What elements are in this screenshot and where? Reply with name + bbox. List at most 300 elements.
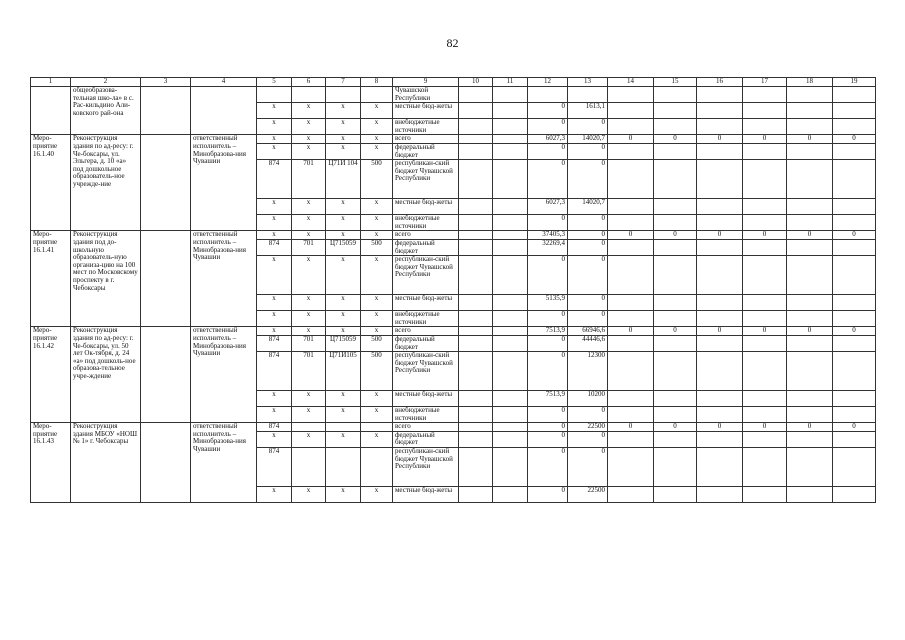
col18-value-cell (787, 487, 833, 503)
col10-cell (459, 160, 493, 199)
col18-value-cell (787, 103, 833, 119)
event-code-cell (31, 87, 71, 135)
col17-value-cell (743, 335, 787, 351)
col19-value-cell (833, 295, 876, 311)
kbk-grbs-cell: 874 (257, 239, 292, 255)
col14-value-cell (608, 215, 654, 231)
col10-cell (459, 256, 493, 295)
col14-value-cell (608, 199, 654, 215)
col16-value-cell (697, 239, 743, 255)
kbk-section-cell: x (292, 431, 326, 447)
source-cell: всего (393, 327, 459, 336)
kbk-section-cell: x (292, 487, 326, 503)
col15-value-cell (654, 256, 697, 295)
event-code-cell: Меро-приятие 16.1.41 (31, 231, 71, 327)
col18-value-cell (787, 431, 833, 447)
source-cell: всего (393, 231, 459, 240)
col13-value-cell: 0 (568, 143, 608, 159)
kbk-grbs-cell: x (257, 256, 292, 295)
kbk-expense-cell: 500 (361, 352, 393, 391)
col18-value-cell (787, 199, 833, 215)
kbk-grbs-cell: 874 (257, 423, 292, 432)
header-cell: 9 (393, 78, 459, 87)
col13-value-cell: 22500 (568, 487, 608, 503)
col14-value-cell: 0 (608, 135, 654, 144)
col14-value-cell: 0 (608, 231, 654, 240)
col10-cell (459, 135, 493, 144)
source-cell: всего (393, 423, 459, 432)
col17-value-cell (743, 487, 787, 503)
col19-value-cell (833, 160, 876, 199)
col10-cell (459, 87, 493, 103)
col17-value-cell (743, 431, 787, 447)
col16-value-cell (697, 335, 743, 351)
col19-value-cell (833, 448, 876, 487)
col13-value-cell: 0 (568, 256, 608, 295)
col17-value-cell (743, 215, 787, 231)
col18-value-cell (787, 119, 833, 135)
col19-value-cell (833, 407, 876, 423)
col13-value-cell (568, 87, 608, 103)
col19-value-cell: 0 (833, 135, 876, 144)
table-row (31, 87, 876, 103)
header-cell: 10 (459, 78, 493, 87)
col13-value-cell: 44446,6 (568, 335, 608, 351)
col10-cell (459, 215, 493, 231)
col18-value-cell (787, 295, 833, 311)
header-cell: 6 (292, 78, 326, 87)
kbk-section-cell: x (292, 135, 326, 144)
col10-cell (459, 239, 493, 255)
col15-value-cell (654, 103, 697, 119)
kbk-section-cell: 701 (292, 352, 326, 391)
col17-value-cell (743, 103, 787, 119)
col17-value-cell (743, 256, 787, 295)
col15-value-cell: 0 (654, 135, 697, 144)
col15-value-cell (654, 431, 697, 447)
kbk-section-cell: x (292, 231, 326, 240)
col18-value-cell (787, 311, 833, 327)
col13-value-cell: 10200 (568, 391, 608, 407)
col17-value-cell (743, 407, 787, 423)
col11-cell (493, 448, 528, 487)
col11-cell (493, 352, 528, 391)
kbk-target-cell: x (326, 215, 361, 231)
col16-value-cell: 0 (697, 327, 743, 336)
col11-cell (493, 295, 528, 311)
col11-cell (493, 199, 528, 215)
col13-value-cell: 0 (568, 431, 608, 447)
header-cell: 12 (528, 78, 568, 87)
col12-value-cell: 0 (528, 487, 568, 503)
header-cell: 19 (833, 78, 876, 87)
kbk-expense-cell (361, 448, 393, 487)
col18-value-cell (787, 352, 833, 391)
col18-value-cell (787, 239, 833, 255)
kbk-expense-cell: x (361, 311, 393, 327)
col12-value-cell: 32269,4 (528, 239, 568, 255)
col16-value-cell (697, 215, 743, 231)
source-cell: республикан-ский бюджет Чувашской Республики (393, 160, 459, 199)
col16-value-cell (697, 119, 743, 135)
col15-value-cell (654, 448, 697, 487)
col16-value-cell (697, 160, 743, 199)
col11-cell (493, 119, 528, 135)
kbk-grbs-cell: x (257, 119, 292, 135)
kbk-grbs-cell: x (257, 311, 292, 327)
kbk-target-cell: Ц71И 104 (326, 160, 361, 199)
col14-value-cell (608, 87, 654, 103)
source-cell: федеральный бюджет (393, 335, 459, 351)
kbk-expense-cell: x (361, 295, 393, 311)
header-cell: 14 (608, 78, 654, 87)
col15-value-cell (654, 407, 697, 423)
col10-cell (459, 231, 493, 240)
col14-value-cell (608, 160, 654, 199)
col10-cell (459, 352, 493, 391)
col14-value-cell (608, 295, 654, 311)
col15-value-cell (654, 119, 697, 135)
kbk-expense-cell: x (361, 215, 393, 231)
kbk-target-cell: x (326, 327, 361, 336)
kbk-target-cell: x (326, 311, 361, 327)
col19-value-cell (833, 256, 876, 295)
col10-cell (459, 335, 493, 351)
col17-value-cell (743, 391, 787, 407)
col10-cell (459, 431, 493, 447)
col18-value-cell (787, 87, 833, 103)
kbk-target-cell: Ц71И105 (326, 352, 361, 391)
kbk-grbs-cell: x (257, 295, 292, 311)
col15-value-cell (654, 87, 697, 103)
col16-value-cell (697, 448, 743, 487)
kbk-grbs-cell: x (257, 135, 292, 144)
kbk-section-cell: x (292, 119, 326, 135)
col13-value-cell: 0 (568, 295, 608, 311)
source-cell: федеральный бюджет (393, 239, 459, 255)
col12-value-cell: 0 (528, 448, 568, 487)
source-cell: внебюджетные источники (393, 215, 459, 231)
event-name-cell: Реконструкция здания по ад-ресу: г. Че-боксары, ул. 50 лет Ок-тября, д. 24 «а» под дошколь-ное образова-тельное учре-ждение (71, 327, 141, 423)
col13-value-cell: 14020,7 (568, 199, 608, 215)
col12-value-cell: 7513,9 (528, 327, 568, 336)
kbk-target-cell: x (326, 119, 361, 135)
source-cell: республикан-ский бюджет Чувашской Республики (393, 352, 459, 391)
col15-value-cell (654, 239, 697, 255)
source-cell: всего (393, 135, 459, 144)
goal-cell (141, 231, 191, 327)
col19-value-cell (833, 431, 876, 447)
col14-value-cell: 0 (608, 327, 654, 336)
kbk-target-cell (326, 87, 361, 103)
col13-value-cell: 22500 (568, 423, 608, 432)
kbk-expense-cell: x (361, 256, 393, 295)
col15-value-cell (654, 160, 697, 199)
executor-cell: ответственный исполнитель – Минобразова-ния Чувашии (191, 327, 257, 423)
kbk-section-cell: x (292, 391, 326, 407)
col10-cell (459, 199, 493, 215)
kbk-expense-cell (361, 423, 393, 432)
kbk-section-cell: x (292, 407, 326, 423)
col17-value-cell (743, 87, 787, 103)
source-cell: внебюджетные источники (393, 311, 459, 327)
col17-value-cell (743, 352, 787, 391)
source-cell: внебюджетные источники (393, 407, 459, 423)
event-code-cell: Меро-приятие 16.1.43 (31, 423, 71, 503)
header-cell: 1 (31, 78, 71, 87)
kbk-section-cell (292, 87, 326, 103)
col14-value-cell (608, 103, 654, 119)
col18-value-cell (787, 160, 833, 199)
kbk-section-cell: x (292, 327, 326, 336)
kbk-section-cell: 701 (292, 160, 326, 199)
col18-value-cell (787, 407, 833, 423)
col13-value-cell: 66946,6 (568, 327, 608, 336)
col11-cell (493, 215, 528, 231)
col13-value-cell: 14020,7 (568, 135, 608, 144)
header-cell: 4 (191, 78, 257, 87)
col15-value-cell: 0 (654, 327, 697, 336)
col19-value-cell (833, 335, 876, 351)
col12-value-cell: 0 (528, 103, 568, 119)
event-code-cell: Меро-приятие 16.1.42 (31, 327, 71, 423)
col19-value-cell (833, 352, 876, 391)
col10-cell (459, 327, 493, 336)
col14-value-cell (608, 335, 654, 351)
header-cell: 11 (493, 78, 528, 87)
source-cell: внебюджетные источники (393, 119, 459, 135)
col14-value-cell (608, 352, 654, 391)
event-name-cell: Реконструкция здания по ад-ресу: г. Че-боксары, ул. Эльгера, д. 10 «а» под дошкольное образователь-ное учрежде-ние (71, 135, 141, 231)
col17-value-cell: 0 (743, 423, 787, 432)
source-cell: республикан-ский бюджет Чувашской Республики (393, 448, 459, 487)
table-row (31, 231, 876, 240)
event-name-cell: Реконструкция здания МБОУ «НОШ № 1» г. Чебоксары (71, 423, 141, 503)
col14-value-cell (608, 256, 654, 295)
col16-value-cell (697, 199, 743, 215)
col19-value-cell (833, 487, 876, 503)
table-row (31, 135, 876, 144)
header-cell: 2 (71, 78, 141, 87)
col17-value-cell (743, 295, 787, 311)
col15-value-cell (654, 295, 697, 311)
col13-value-cell: 12300 (568, 352, 608, 391)
col12-value-cell: 0 (528, 256, 568, 295)
col15-value-cell: 0 (654, 423, 697, 432)
kbk-target-cell: x (326, 431, 361, 447)
col14-value-cell (608, 311, 654, 327)
col15-value-cell (654, 215, 697, 231)
col11-cell (493, 256, 528, 295)
col16-value-cell (697, 431, 743, 447)
kbk-target-cell (326, 448, 361, 487)
col13-value-cell: 0 (568, 160, 608, 199)
col12-value-cell: 0 (528, 423, 568, 432)
col14-value-cell (608, 239, 654, 255)
kbk-target-cell: Ц715059 (326, 335, 361, 351)
col12-value-cell: 0 (528, 119, 568, 135)
kbk-expense-cell: x (361, 231, 393, 240)
col11-cell (493, 87, 528, 103)
executor-cell: ответственный исполнитель – Минобразова-ния Чувашии (191, 135, 257, 231)
kbk-section-cell: 701 (292, 335, 326, 351)
col17-value-cell (743, 311, 787, 327)
source-cell: федеральный бюджет (393, 143, 459, 159)
kbk-section-cell: x (292, 215, 326, 231)
col19-value-cell (833, 103, 876, 119)
kbk-section-cell: x (292, 103, 326, 119)
col11-cell (493, 135, 528, 144)
col11-cell (493, 407, 528, 423)
col18-value-cell (787, 143, 833, 159)
kbk-section-cell: 701 (292, 239, 326, 255)
col19-value-cell (833, 311, 876, 327)
kbk-grbs-cell: x (257, 487, 292, 503)
col13-value-cell: 0 (568, 239, 608, 255)
col12-value-cell: 5135,9 (528, 295, 568, 311)
kbk-section-cell (292, 448, 326, 487)
col17-value-cell (743, 119, 787, 135)
header-row (31, 78, 876, 87)
col18-value-cell: 0 (787, 135, 833, 144)
col19-value-cell (833, 199, 876, 215)
col18-value-cell (787, 448, 833, 487)
header-cell: 5 (257, 78, 292, 87)
col12-value-cell: 0 (528, 335, 568, 351)
col10-cell (459, 448, 493, 487)
col18-value-cell (787, 391, 833, 407)
kbk-section-cell: x (292, 295, 326, 311)
col16-value-cell: 0 (697, 135, 743, 144)
col10-cell (459, 103, 493, 119)
kbk-target-cell: x (326, 407, 361, 423)
col11-cell (493, 431, 528, 447)
col17-value-cell (743, 199, 787, 215)
col12-value-cell (528, 87, 568, 103)
kbk-target-cell: x (326, 256, 361, 295)
col17-value-cell (743, 160, 787, 199)
kbk-grbs-cell: x (257, 103, 292, 119)
kbk-expense-cell: x (361, 119, 393, 135)
col12-value-cell: 0 (528, 352, 568, 391)
event-name-cell: Реконструкция здания под до-школьную образователь-ную организа-цию на 100 мест по Московскому проспекту в г. Чебоксары (71, 231, 141, 327)
col12-value-cell: 37405,3 (528, 231, 568, 240)
kbk-section-cell: x (292, 199, 326, 215)
table-row (31, 327, 876, 336)
col14-value-cell (608, 431, 654, 447)
source-cell: местные бюд-жеты (393, 391, 459, 407)
kbk-expense-cell: x (361, 103, 393, 119)
col18-value-cell (787, 215, 833, 231)
table-row (31, 423, 876, 432)
kbk-grbs-cell: x (257, 143, 292, 159)
kbk-grbs-cell: x (257, 391, 292, 407)
kbk-target-cell: x (326, 143, 361, 159)
col14-value-cell (608, 407, 654, 423)
kbk-target-cell: x (326, 487, 361, 503)
kbk-expense-cell: x (361, 199, 393, 215)
kbk-section-cell: x (292, 311, 326, 327)
col18-value-cell: 0 (787, 231, 833, 240)
col14-value-cell (608, 391, 654, 407)
header-cell: 13 (568, 78, 608, 87)
goal-cell (141, 423, 191, 503)
kbk-grbs-cell: x (257, 407, 292, 423)
source-cell: федеральный бюджет (393, 431, 459, 447)
kbk-section-cell: x (292, 256, 326, 295)
col19-value-cell (833, 215, 876, 231)
col18-value-cell: 0 (787, 423, 833, 432)
col11-cell (493, 231, 528, 240)
col11-cell (493, 160, 528, 199)
col11-cell (493, 487, 528, 503)
kbk-target-cell: x (326, 199, 361, 215)
col12-value-cell: 0 (528, 407, 568, 423)
col16-value-cell (697, 256, 743, 295)
kbk-expense-cell: 500 (361, 160, 393, 199)
kbk-grbs-cell: 874 (257, 448, 292, 487)
col12-value-cell: 6027,3 (528, 135, 568, 144)
kbk-expense-cell: x (361, 143, 393, 159)
col17-value-cell: 0 (743, 327, 787, 336)
col12-value-cell: 0 (528, 431, 568, 447)
col10-cell (459, 295, 493, 311)
kbk-grbs-cell: x (257, 231, 292, 240)
col17-value-cell: 0 (743, 135, 787, 144)
col16-value-cell (697, 103, 743, 119)
header-cell: 3 (141, 78, 191, 87)
header-cell: 7 (326, 78, 361, 87)
kbk-section-cell (292, 423, 326, 432)
kbk-expense-cell (361, 87, 393, 103)
col10-cell (459, 311, 493, 327)
page-number: 82 (446, 36, 459, 50)
col10-cell (459, 119, 493, 135)
kbk-section-cell: x (292, 143, 326, 159)
col19-value-cell (833, 87, 876, 103)
budget-table (30, 77, 876, 503)
col14-value-cell (608, 119, 654, 135)
kbk-grbs-cell (257, 87, 292, 103)
kbk-target-cell: x (326, 391, 361, 407)
source-cell: местные бюд-жеты (393, 199, 459, 215)
col11-cell (493, 423, 528, 432)
col10-cell (459, 143, 493, 159)
event-code-cell: Меро-приятие 16.1.40 (31, 135, 71, 231)
goal-cell (141, 327, 191, 423)
source-cell: местные бюд-жеты (393, 487, 459, 503)
col19-value-cell: 0 (833, 231, 876, 240)
executor-cell: ответственный исполнитель – Минобразова-ния Чувашии (191, 423, 257, 503)
col11-cell (493, 143, 528, 159)
col12-value-cell: 0 (528, 160, 568, 199)
col12-value-cell: 0 (528, 215, 568, 231)
goal-cell (141, 135, 191, 231)
col17-value-cell (743, 239, 787, 255)
col14-value-cell (608, 143, 654, 159)
col13-value-cell: 0 (568, 231, 608, 240)
col10-cell (459, 487, 493, 503)
col12-value-cell: 0 (528, 311, 568, 327)
kbk-grbs-cell: x (257, 199, 292, 215)
kbk-expense-cell: x (361, 487, 393, 503)
goal-cell (141, 87, 191, 135)
col11-cell (493, 239, 528, 255)
col10-cell (459, 423, 493, 432)
col19-value-cell (833, 119, 876, 135)
header-cell: 8 (361, 78, 393, 87)
event-name-cell: общеобразова-тельная шко-ла» в с. Рас-кильдино Али-ковского рай-она (71, 87, 141, 135)
